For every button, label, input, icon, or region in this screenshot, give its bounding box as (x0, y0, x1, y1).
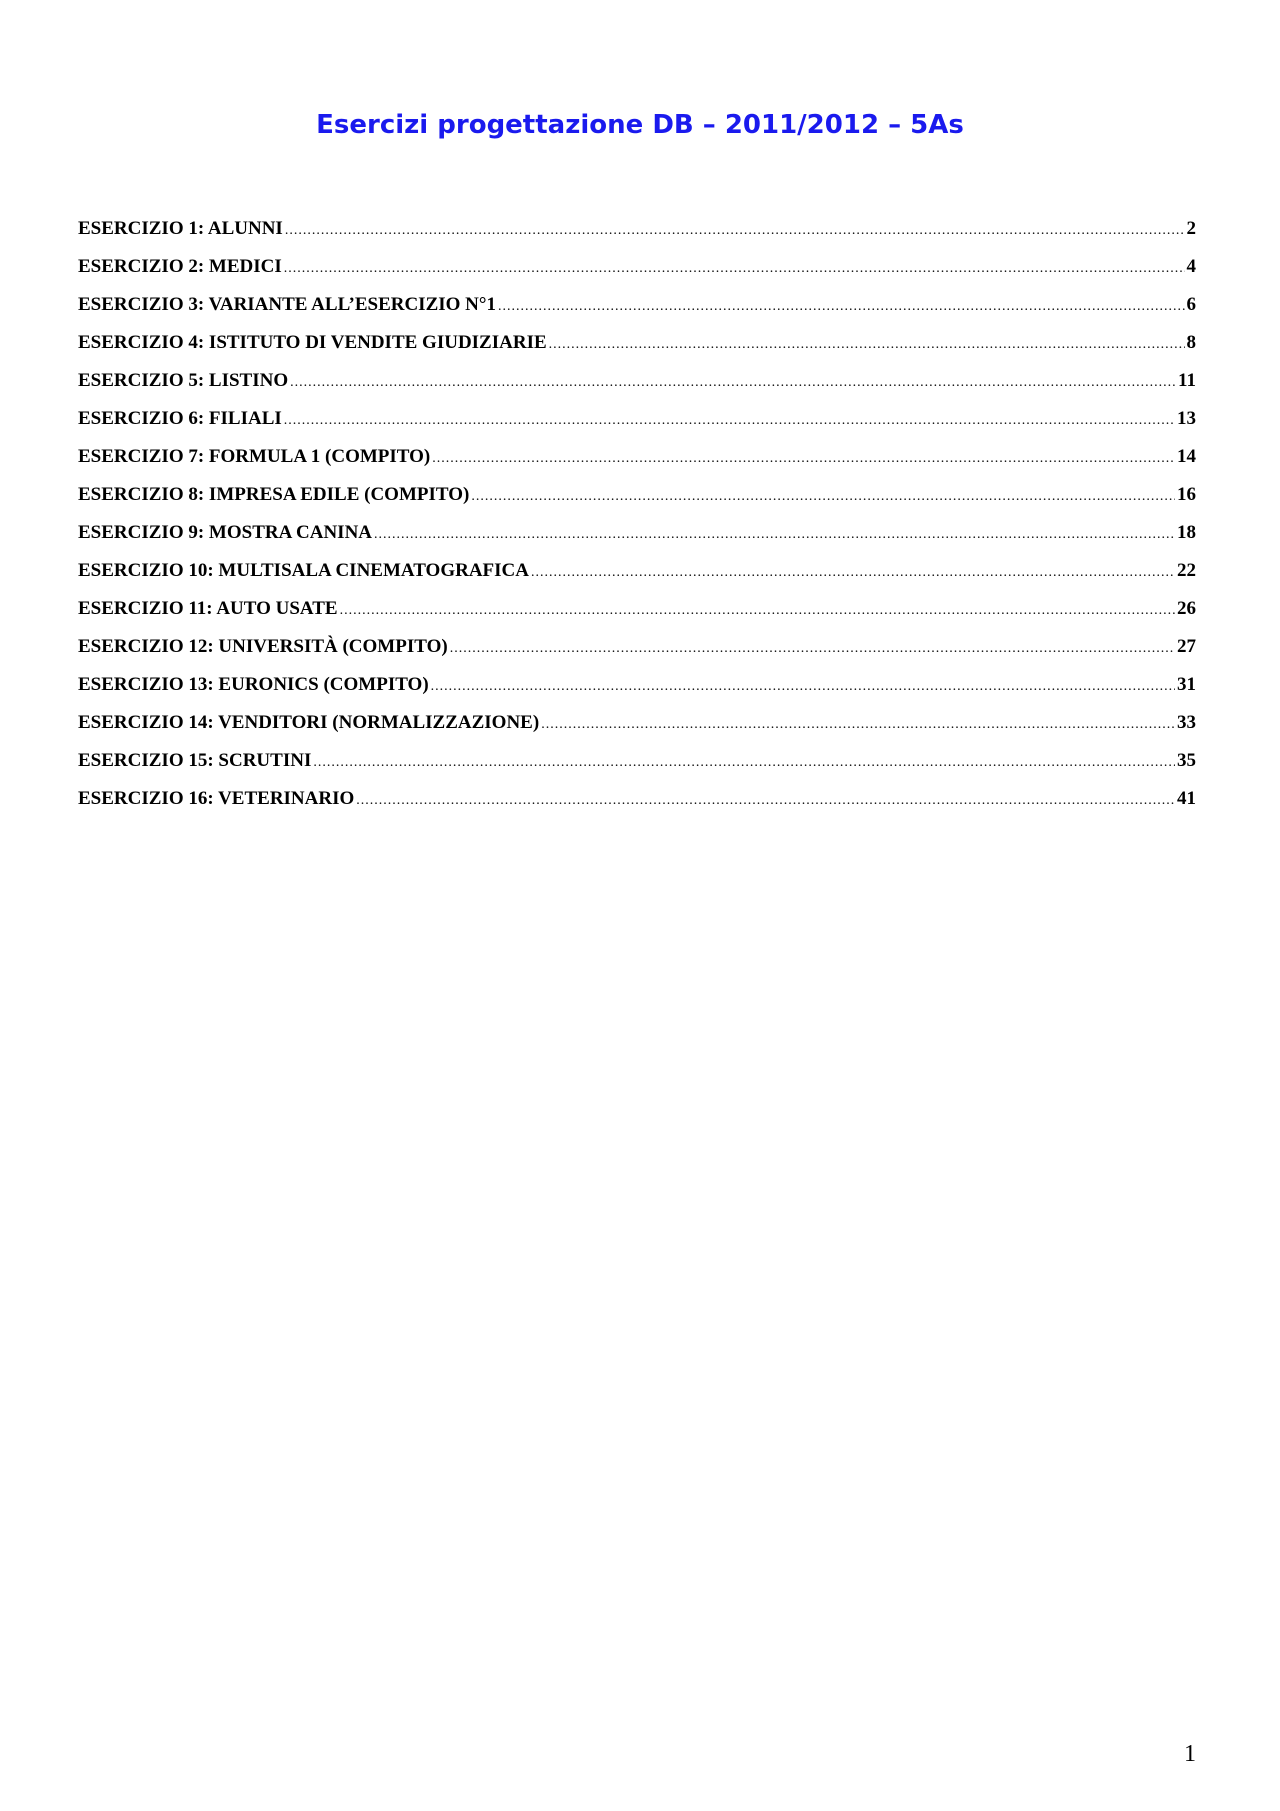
toc-entry-label: ESERCIZIO 16: VETERINARIO (78, 788, 355, 809)
toc-entry[interactable] (78, 369, 1196, 407)
toc-entry-page: 41 (1177, 788, 1196, 809)
toc-dot-leader (313, 751, 1175, 775)
toc-entry-page: 35 (1177, 750, 1196, 771)
toc-dot-leader (284, 409, 1175, 433)
toc-entry-label: ESERCIZIO 14: VENDITORI (NORMALIZZAZIONE) (78, 712, 540, 733)
toc-dot-leader (531, 561, 1175, 585)
toc-entry[interactable] (78, 407, 1196, 445)
toc-entry-page: 2 (1186, 218, 1196, 239)
toc-entry-label: ESERCIZIO 11: AUTO USATE (78, 598, 338, 619)
toc-entry[interactable] (78, 635, 1196, 673)
document-title: Esercizi progettazione DB – 2011/2012 – 5As (316, 110, 964, 140)
toc-dot-leader (432, 447, 1175, 471)
toc-entry[interactable] (78, 255, 1196, 293)
toc-dot-leader (284, 257, 1185, 281)
toc-dot-leader (356, 789, 1175, 813)
toc-entry-page: 11 (1178, 370, 1196, 391)
toc-entry[interactable] (78, 749, 1196, 787)
toc-entry-page: 6 (1186, 294, 1196, 315)
toc-dot-leader (340, 599, 1175, 623)
toc-dot-leader (541, 713, 1175, 737)
toc-entry-label: ESERCIZIO 5: LISTINO (78, 370, 289, 391)
toc-entry-page: 18 (1177, 522, 1196, 543)
toc-entry[interactable] (78, 445, 1196, 483)
toc-entry-page: 27 (1177, 636, 1196, 657)
toc-entry[interactable] (78, 559, 1196, 597)
toc-entry[interactable] (78, 711, 1196, 749)
toc-entry[interactable] (78, 787, 1196, 825)
toc-entry-page: 31 (1177, 674, 1196, 695)
page-number: 1 (1184, 1741, 1196, 1767)
toc-dot-leader (374, 523, 1175, 547)
toc-dot-leader (498, 295, 1185, 319)
toc-entry[interactable] (78, 673, 1196, 711)
toc-entry-page: 33 (1177, 712, 1196, 733)
toc-entry-page: 26 (1177, 598, 1196, 619)
toc-dot-leader (450, 637, 1175, 661)
toc-entry-page: 22 (1177, 560, 1196, 581)
toc-entry-label: ESERCIZIO 15: SCRUTINI (78, 750, 312, 771)
toc-entry[interactable] (78, 597, 1196, 635)
toc-entry[interactable] (78, 217, 1196, 255)
toc-entry-label: ESERCIZIO 10: MULTISALA CINEMATOGRAFICA (78, 560, 529, 581)
toc-entry-label: ESERCIZIO 2: MEDICI (78, 256, 282, 277)
toc-entry-page: 13 (1177, 408, 1196, 429)
table-of-contents (78, 217, 1196, 825)
toc-entry-label: ESERCIZIO 3: VARIANTE ALL’ESERCIZIO N°1 (78, 294, 496, 315)
toc-entry-page: 16 (1177, 484, 1196, 505)
toc-entry-label: ESERCIZIO 7: FORMULA 1 (COMPITO) (78, 446, 431, 467)
toc-entry-page: 14 (1177, 446, 1196, 467)
toc-entry-label: ESERCIZIO 9: MOSTRA CANINA (78, 522, 373, 543)
toc-entry-label: ESERCIZIO 6: FILIALI (78, 408, 282, 429)
toc-dot-leader (290, 371, 1176, 395)
toc-entry-label: ESERCIZIO 13: EURONICS (COMPITO) (78, 674, 429, 695)
toc-entry-page: 4 (1186, 256, 1196, 277)
toc-entry-label: ESERCIZIO 8: IMPRESA EDILE (COMPITO) (78, 484, 470, 505)
toc-entry[interactable] (78, 293, 1196, 331)
toc-dot-leader (549, 333, 1185, 357)
toc-dot-leader (285, 219, 1185, 243)
toc-dot-leader (431, 675, 1175, 699)
toc-entry[interactable] (78, 331, 1196, 369)
toc-entry-label: ESERCIZIO 1: ALUNNI (78, 218, 283, 239)
toc-entry[interactable] (78, 483, 1196, 521)
toc-entry-page: 8 (1186, 332, 1196, 353)
toc-entry-label: ESERCIZIO 4: ISTITUTO DI VENDITE GIUDIZIARIE (78, 332, 547, 353)
toc-dot-leader (471, 485, 1175, 509)
toc-entry[interactable] (78, 521, 1196, 559)
toc-entry-label: ESERCIZIO 12: UNIVERSITÀ (COMPITO) (78, 636, 448, 657)
